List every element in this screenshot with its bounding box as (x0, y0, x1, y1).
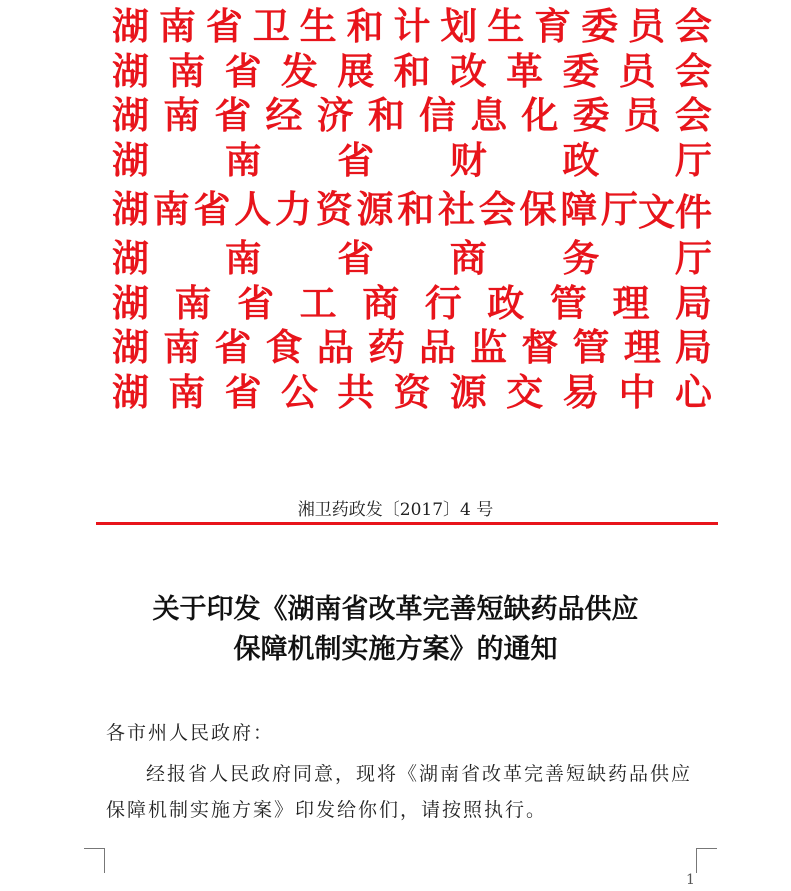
agency-char: 委 (572, 93, 610, 138)
agency-char: 划 (440, 4, 478, 49)
agency-char: 共 (337, 369, 375, 414)
agency-char: 会 (674, 48, 712, 93)
agency-char: 生 (487, 4, 525, 49)
agency-char: 南 (168, 369, 206, 414)
agency-char: 经 (265, 93, 303, 138)
page-number: 1 (686, 872, 695, 888)
agency-char: 济 (316, 93, 354, 138)
agency-char: 南 (174, 280, 212, 325)
agency-char: 省 (193, 187, 231, 231)
agency-char: 交 (506, 369, 544, 414)
agency-char: 局 (674, 325, 712, 370)
agency-char: 卫 (252, 4, 290, 49)
agency-char: 省 (337, 236, 375, 281)
agency-char: 资 (315, 187, 353, 231)
agency-char: 中 (618, 369, 656, 414)
agency-char: 务 (562, 236, 600, 281)
agency-char: 和 (346, 4, 384, 49)
title-line-2: 保障机制实施方案》的通知 (233, 634, 558, 665)
agency-char: 会 (478, 187, 516, 231)
document-number: 湘卫药政发〔2017〕4 号 (297, 500, 494, 520)
agency-char: 财 (449, 137, 487, 182)
agency-char: 湖 (112, 325, 149, 370)
agency-char: 湖 (112, 280, 149, 325)
agency-line (112, 325, 712, 370)
agency-char: 食 (265, 325, 303, 370)
agency-line (112, 138, 712, 183)
agency-char: 化 (521, 93, 559, 138)
agency-char: 和 (393, 48, 431, 93)
agency-char: 理 (623, 325, 661, 370)
agency-char: 发 (280, 48, 318, 93)
agency-char: 监 (470, 325, 508, 370)
agency-char: 员 (623, 93, 661, 138)
agency-char: 障 (560, 187, 598, 231)
red-divider-line (96, 522, 718, 525)
agency-char: 心 (674, 369, 712, 414)
agency-char: 委 (581, 4, 619, 49)
agency-char: 公 (280, 369, 318, 414)
agency-char: 湖 (112, 137, 149, 182)
agency-char: 源 (356, 187, 394, 231)
crop-mark-right (696, 848, 717, 873)
agency-char: 商 (362, 280, 400, 325)
agency-char: 厅 (674, 236, 712, 281)
agency-char: 源 (449, 369, 487, 414)
agency-char: 人 (234, 187, 272, 231)
agency-char: 湖 (112, 48, 149, 93)
agency-char: 员 (618, 48, 656, 93)
agency-char: 商 (449, 236, 487, 281)
agency-char: 厅 (601, 187, 638, 231)
agency-char: 湖 (112, 93, 149, 138)
agency-char: 督 (521, 325, 559, 370)
agency-char: 厅 (674, 137, 712, 182)
agency-char: 南 (224, 137, 262, 182)
issuing-agencies-header (112, 4, 712, 414)
agency-char: 管 (549, 280, 587, 325)
crop-mark-left (84, 848, 105, 873)
agency-char: 展 (337, 48, 375, 93)
agency-char: 改 (449, 48, 487, 93)
agency-char: 品 (316, 325, 354, 370)
agency-char: 员 (627, 4, 665, 49)
agency-char: 会 (674, 93, 712, 138)
agency-char: 政 (562, 137, 600, 182)
agency-line (112, 236, 712, 281)
title-line-1: 关于印发《湖南省改革完善短缺药品供应 (152, 594, 639, 625)
agency-char: 湖 (112, 369, 149, 414)
agency-char: 易 (562, 369, 600, 414)
agency-char: 息 (470, 93, 508, 138)
agency-char: 工 (299, 280, 337, 325)
agency-line-with-suffix (112, 182, 712, 236)
agency-char: 保 (519, 187, 557, 231)
agency-char: 委 (562, 48, 600, 93)
agency-char: 社 (438, 187, 475, 231)
agency-line (112, 281, 712, 326)
agency-char: 南 (168, 48, 206, 93)
body-paragraph: 经报省人民政府同意，现将《湖南省改革完善短缺药品供应保障机制实施方案》印发给你们，请按照执行。 (106, 763, 693, 821)
agency-char: 省 (205, 4, 243, 49)
agency-char: 和 (367, 93, 405, 138)
agency-char: 和 (397, 187, 435, 231)
agency-char: 湖 (112, 4, 149, 49)
agency-char: 省 (224, 48, 262, 93)
agency-char: 南 (158, 4, 196, 49)
agency-char: 省 (237, 280, 275, 325)
agency-char: 南 (224, 236, 262, 281)
agency-char: 会 (674, 4, 712, 49)
agency-char: 理 (612, 280, 650, 325)
agency-line (112, 49, 712, 94)
agency-char: 省 (214, 93, 252, 138)
agency-char: 药 (367, 325, 405, 370)
document-suffix: 文件 (638, 190, 712, 234)
agency-char: 南 (163, 93, 201, 138)
agency-line (112, 93, 712, 138)
agency-char: 湖 (112, 236, 149, 281)
addressee: 各市州人民政府： (106, 722, 275, 744)
agency-char: 行 (424, 280, 462, 325)
agency-line (112, 187, 638, 232)
agency-char: 湖 (112, 187, 149, 231)
agency-char: 生 (299, 4, 337, 49)
agency-char: 管 (572, 325, 610, 370)
agency-char: 资 (393, 369, 431, 414)
agency-char: 局 (674, 280, 712, 325)
agency-char: 省 (214, 325, 252, 370)
agency-char: 育 (534, 4, 572, 49)
document-title (0, 590, 791, 670)
agency-char: 力 (275, 187, 312, 231)
agency-char: 品 (419, 325, 457, 370)
agency-char: 革 (506, 48, 544, 93)
agency-char: 省 (337, 137, 375, 182)
agency-line (112, 4, 712, 49)
agency-char: 省 (224, 369, 262, 414)
agency-char: 南 (152, 187, 190, 231)
agency-char: 政 (487, 280, 525, 325)
agency-char: 计 (393, 4, 431, 49)
agency-line (112, 370, 712, 415)
agency-char: 南 (163, 325, 201, 370)
agency-char: 信 (419, 93, 457, 138)
